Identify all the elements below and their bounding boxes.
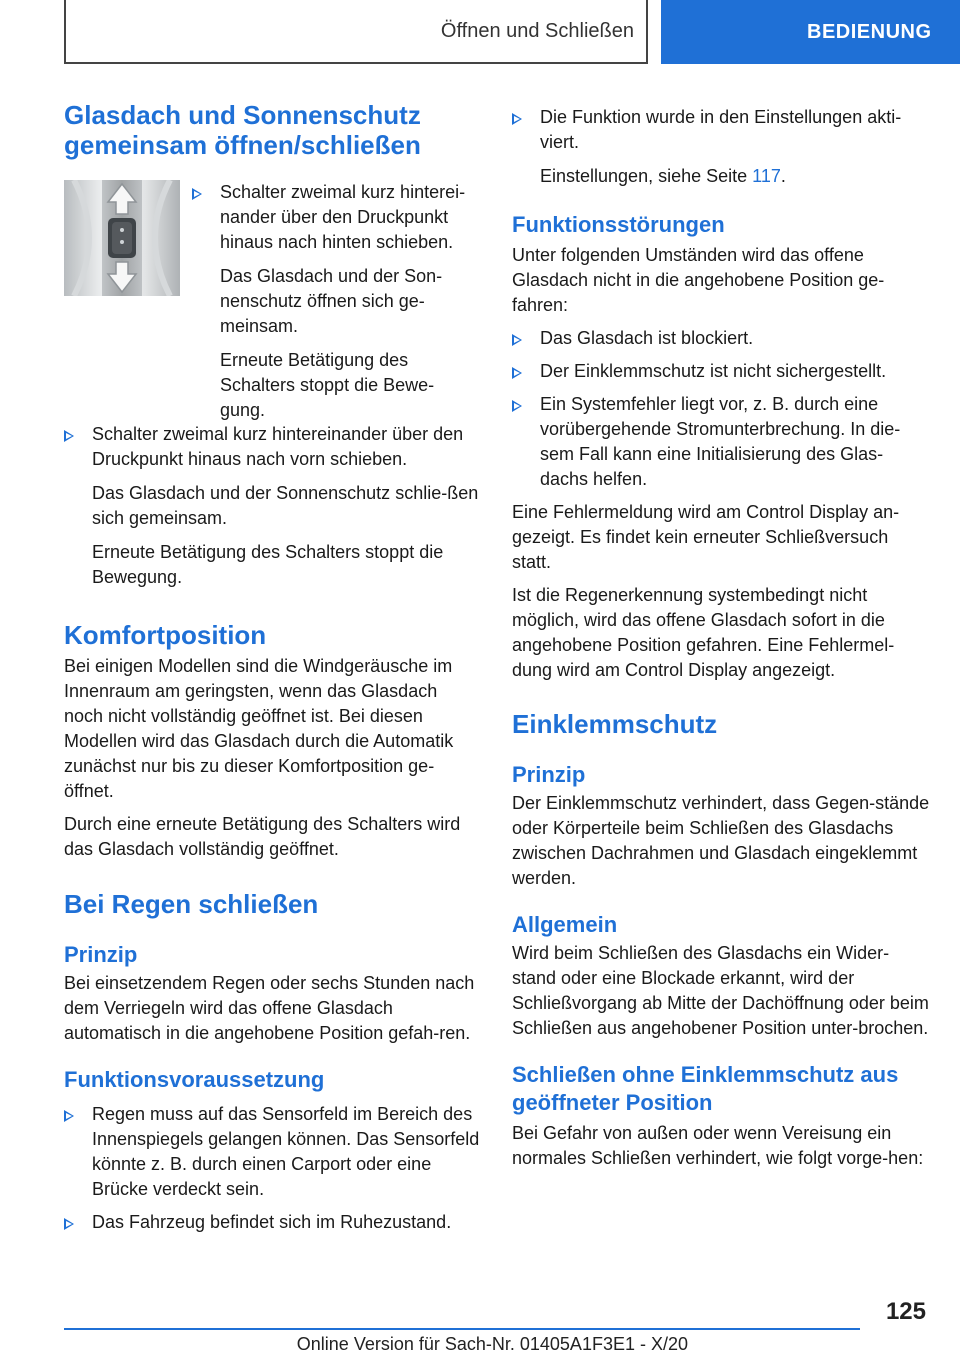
heading-einklemmschutz: Einklemmschutz (512, 709, 718, 739)
heading-allgemein: Allgemein (512, 912, 618, 937)
paragraph: Unter folgenden Umständen wird das offene Glasdach nicht in die angehobene Position ge-fahren: (512, 245, 885, 315)
paragraph: Bei Gefahr von außen oder wenn Vereisung ein normales Schließen verhindert, wie folgt vorge-hen: (512, 1123, 924, 1168)
bullet-triangle-icon (512, 400, 522, 412)
bullet-triangle-icon (192, 188, 202, 200)
bullet-triangle-icon (64, 1110, 74, 1122)
heading-prinzip: Prinzip (64, 942, 138, 967)
bullet-triangle-icon (64, 430, 74, 442)
list-item: Schalter zweimal kurz hintereinander über den Druckpunkt hinaus nach vorn schieben. Das Glasdach und der Sonnenschutz schlie-ßen sich gemeinsam. Erneute Betätigung des Schalters stoppt die Bewegung. (64, 422, 480, 590)
bullet-triangle-icon (512, 113, 522, 125)
heading-funktionsvoraussetzung: Funktionsvoraussetzung (64, 1067, 325, 1092)
list-item: Das Fahrzeug befindet sich im Ruhezustand. (64, 1210, 480, 1235)
paragraph: Wird beim Schließen des Glasdachs ein Wider-stand oder eine Blockade erkannt, wird der Schließvorgang ab Mitte der Dachöffnung oder beim Schließen aus angehobener Position unter-brochen. (512, 943, 929, 1038)
heading-prinzip: Prinzip (512, 762, 586, 787)
page-number: 125 (885, 1298, 926, 1325)
paragraph: Durch eine erneute Betätigung des Schalters wird das Glasdach vollständig geöffnet. (64, 814, 461, 859)
paragraph: Der Einklemmschutz verhindert, dass Gegen-stände oder Körperteile beim Schließen des Glasdachs zwischen Dachrahmen und Glasdach eingeklemmt werden. (512, 793, 930, 888)
switch-bullet-block (192, 180, 482, 423)
switch-illustration (64, 180, 180, 296)
bullet-triangle-icon (64, 1218, 74, 1230)
chapter-tab[interactable]: BEDIENUNG (661, 0, 960, 64)
heading-bei-regen: Bei Regen schließen (64, 889, 319, 919)
list-item: Das Glasdach ist blockiert. (512, 326, 930, 351)
bullet-triangle-icon (512, 334, 522, 346)
roof-switch-icon (64, 180, 180, 296)
right-column (512, 105, 930, 1171)
paragraph: Bei einigen Modellen sind die Windgeräusche im Innenraum am geringsten, wenn das Glasdach noch nicht vollständig geöffnet ist. Bei diesen Modellen wird das Glasdach durch die Automatik zunächst nur bis zu dieser Komfortposition ge-öffnet. (64, 656, 454, 801)
left-column (64, 100, 480, 1232)
page-link-117[interactable]: 117 (752, 166, 781, 186)
list-item: Ein Systemfehler liegt vor, z. B. durch eine vorübergehende Stromunterbrechung. In die-sem Fall kann eine Initialisierung des Glas-dachs helfen. (512, 392, 930, 492)
heading-glasdach-sonnenschutz: Glasdach und Sonnenschutz gemeinsam öffnen/schließen (64, 100, 421, 160)
heading-komfortposition: Komfortposition (64, 620, 267, 650)
list-item: Regen muss auf das Sensorfeld im Bereich des Innenspiegels gelangen können. Das Sensorfeld könnte z. B. durch einen Carport oder eine Brücke verdeckt sein. (64, 1102, 480, 1202)
heading-schliessen-ohne-einklemmschutz: Schließen ohne Einklemmschutz aus geöffneter Position (512, 1062, 899, 1115)
footer-online-version: Online Version für Sach-Nr. 01405A1F3E1 - X/20 (296, 1334, 688, 1354)
list-item: Schalter zweimal kurz hinterei- nander über den Druckpunkt hinaus nach hinten schieben. Das Glasdach und der Son- nenschutz öffnen sich ge- meinsam. Erneute Betätigung des Schalters stoppt die Bewe- gung. (192, 180, 482, 423)
list-item: Der Einklemmschutz ist nicht sichergestellt. (512, 359, 930, 384)
bullet-triangle-icon (512, 367, 522, 379)
footer-divider (64, 1328, 860, 1330)
list-item: Die Funktion wurde in den Einstellungen akti-viert. Einstellungen, siehe Seite 117. (512, 105, 930, 189)
section-title: Öffnen und Schließen (64, 0, 648, 64)
left-body (64, 422, 480, 1235)
page-header (64, 0, 960, 66)
paragraph: Bei einsetzendem Regen oder sechs Stunden nach dem Verriegeln wird das offene Glasdach automatisch in die angehobene Position gefah-ren. (64, 973, 475, 1043)
paragraph: Ist die Regenerkennung systembedingt nicht möglich, wird das offene Glasdach sofort in die angehobene Position gefahren. Eine Fehlermel-dung wird am Control Display angezeigt. (512, 585, 895, 680)
heading-funktionsstoerungen: Funktionsstörungen (512, 212, 725, 237)
paragraph: Eine Fehlermeldung wird am Control Display an-gezeigt. Es findet kein erneuter Schließversuch statt. (512, 502, 900, 572)
